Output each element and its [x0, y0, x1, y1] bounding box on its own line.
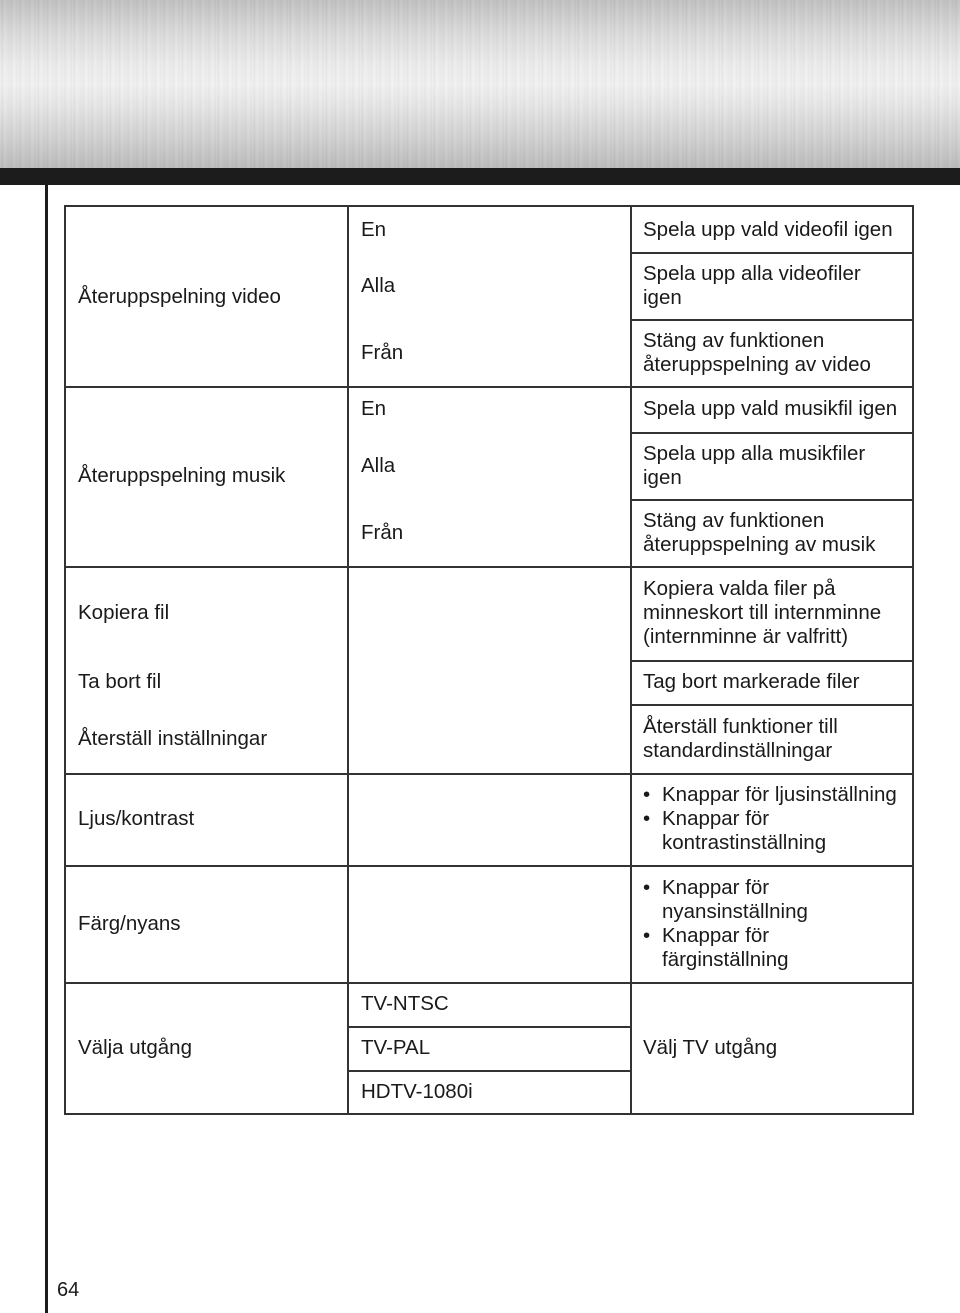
settings-table [64, 205, 914, 1115]
option-cell: TV-PAL [361, 1036, 431, 1059]
description-cell: Spela upp vald musikfil igen [643, 397, 898, 420]
option-cell: Från [361, 520, 404, 544]
bullet-item: • Knappar för nyansinställning [643, 876, 823, 924]
option-cell: Alla [361, 273, 396, 297]
column-divider [347, 207, 349, 1113]
description-cell [643, 865, 823, 982]
feature-cell: Färg/nyans [78, 911, 181, 935]
header-rule [0, 168, 960, 185]
feature-cell: Återuppspelning musik [78, 464, 286, 487]
bullet-item: • Knappar för färginställning [643, 924, 823, 972]
header-band [0, 0, 960, 168]
feature-cell: Återuppspelning video [78, 284, 281, 308]
feature-cell: Ljus/kontrast [78, 807, 195, 830]
description-cell: Återställ funktioner till standardinställningar [643, 714, 838, 762]
option-cell: Från [361, 340, 404, 364]
page-number: 64 [57, 1279, 80, 1301]
bullet-item: • Knappar för ljusinställning [643, 783, 908, 807]
description-cell: Stäng av funktionen återuppspelning av musik [643, 508, 876, 556]
left-margin-rule [45, 185, 48, 1313]
feature-cell: Återställ inställningar [78, 726, 268, 750]
description-cell: Spela upp alla videofiler igen [643, 261, 861, 309]
option-cell: TV-NTSC [361, 992, 449, 1015]
description-cell: Tag bort markerade filer [643, 670, 860, 693]
bullet-item: • Knappar för kontrastinställning [643, 807, 908, 855]
feature-cell: Kopiera fil [78, 601, 170, 624]
option-cell: En [361, 397, 387, 420]
description-cell [643, 773, 908, 865]
description-cell: Välj TV utgång [643, 1035, 778, 1059]
option-cell: En [361, 217, 387, 241]
feature-cell: Ta bort fil [78, 670, 162, 693]
option-cell: HDTV-1080i [361, 1079, 473, 1103]
description-cell: Spela upp vald videofil igen [643, 217, 893, 241]
description-cell: Stäng av funktionen återuppspelning av video [643, 328, 871, 376]
description-cell: Kopiera valda filer på minneskort till internminne (internminne är valfritt) [643, 577, 882, 648]
feature-cell: Välja utgång [78, 1035, 192, 1059]
description-cell: Spela upp alla musikfiler igen [643, 441, 866, 489]
option-cell: Alla [361, 453, 396, 477]
